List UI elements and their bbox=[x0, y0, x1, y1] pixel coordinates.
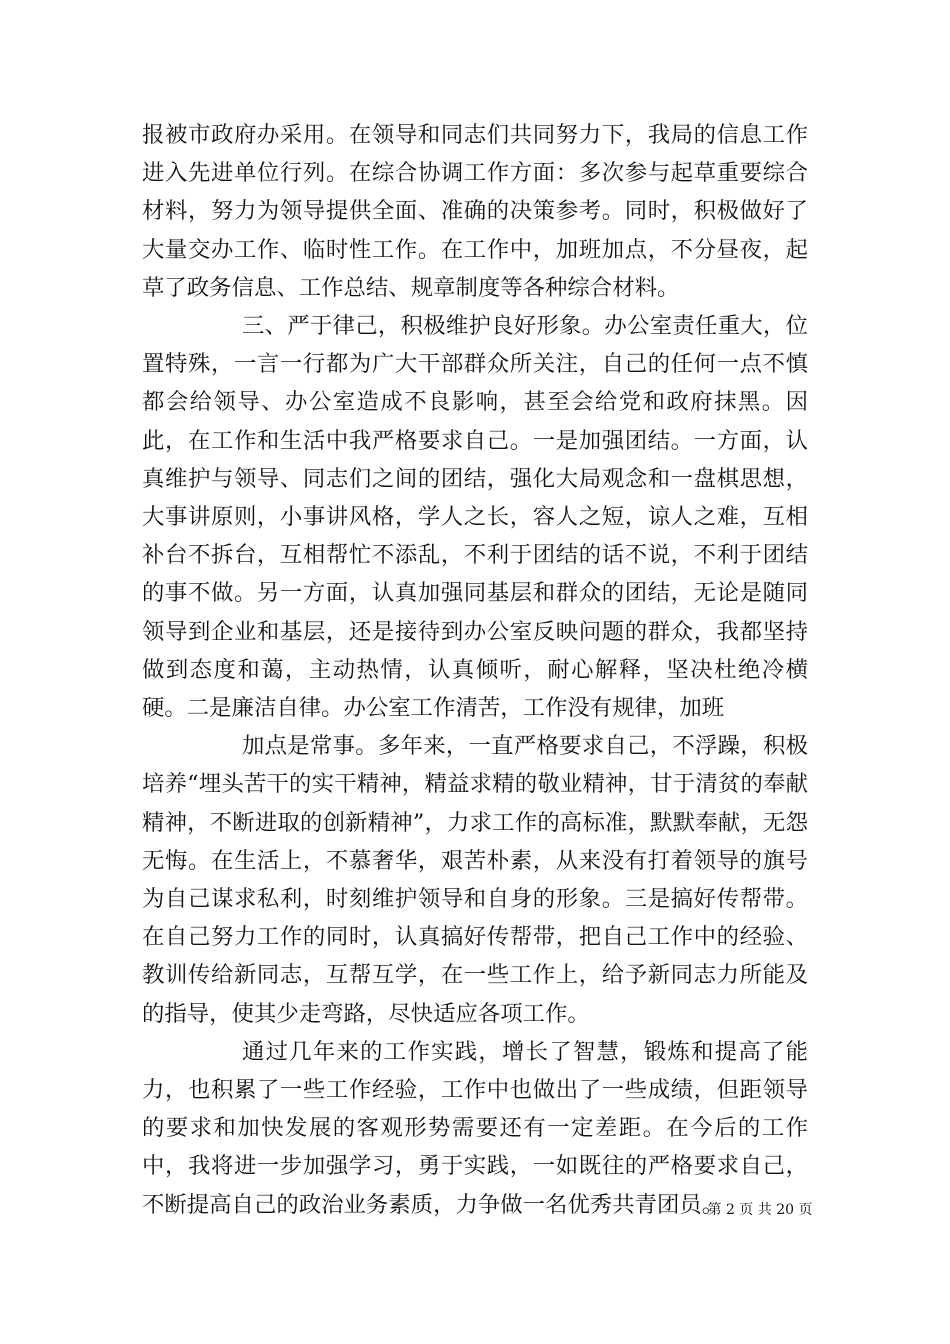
paragraph-4: 通过几年来的工作实践，增长了智慧，锻炼和提高了能力，也积累了一些工作经验，工作中也做出了一些成绩，但距领导的要求和加快发展的客观形势需要还有一定差距。在今后的工作中，我将进一步加强学习，勇于实践，一如既往的严格要求自己，不断提高自己的政治业务素质，力争做一名优秀共青团员。 bbox=[142, 1038, 808, 1218]
paragraph-2: 三、严于律己，积极维护良好形象。办公室责任重大，位置特殊，一言一行都为广大干部群众所关注，自己的任何一点不慎都会给领导、办公室造成不良影响，甚至会给党和政府抹黑。因此，在工作和生活中我严格要求自己。一是加强团结。一方面，认真维护与领导、同志们之间的团结，强化大局观念和一盘棋思想，大事讲原则，小事讲风格，学人之长，容人之短，谅人之难，互相补台不拆台，互相帮忙不添乱，不利于团结的话不说，不利于团结的事不做。另一方面，认真加强同基层和群众的团结，无论是随同领导到企业和基层，还是接待到办公室反映问题的群众，我都坚持做到态度和蔼，主动热情，认真倾听，耐心解释，坚决杜绝冷横硬。二是廉洁自律。办公室工作清苦，工作没有规律，加班 bbox=[142, 313, 808, 722]
paragraph-1: 报被市政府办采用。在领导和同志们共同努力下，我局的信息工作进入先进单位行列。在综合协调工作方面：多次参与起草重要综合材料，努力为领导提供全面、准确的决策参考。同时，积极做好了大量交办工作、临时性工作。在工作中，加班加点，不分昼夜，起草了政务信息、工作总结、规章制度等各种综合材料。 bbox=[142, 122, 808, 301]
page-number-footer: 第 2 页 共 20 页 bbox=[707, 1202, 813, 1218]
paragraph-3: 加点是常事。多年来，一直严格要求自己，不浮躁，积极培养“埋头苦干的实干精神，精益求精的敬业精神，甘于清贫的奉献精神，不断进取的创新精神”，力求工作的高标准，默默奉献，无怨无悔。在生活上，不慕奢华，艰苦朴素，从来没有打着领导的旗号为自己谋求私利，时刻维护领导和自身的形象。三是搞好传帮带。在自己努力工作的同时，认真搞好传帮带，把自己工作中的经验、教训传给新同志，互帮互学，在一些工作上，给予新同志力所能及的指导，使其少走弯路，尽快适应各项工作。 bbox=[142, 733, 808, 1027]
document-body bbox=[142, 116, 808, 1224]
